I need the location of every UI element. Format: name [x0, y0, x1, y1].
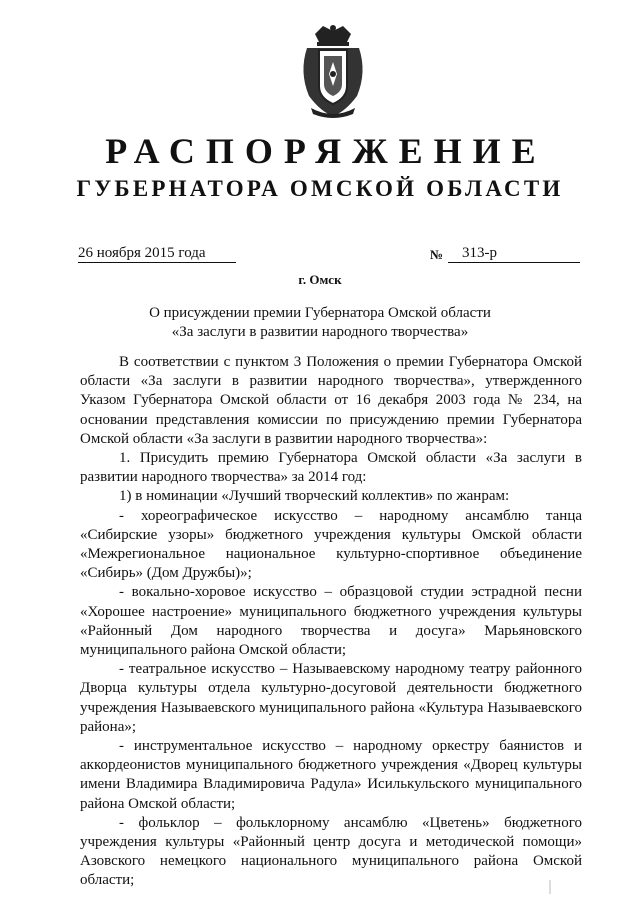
- paragraph-choreography: - хореографическое искусство – народному ансамблю танца «Сибирские узоры» бюджетного учреждения культуры Омской области «Межрегиональное национальное культурно-спортивное объединение «Сибирь» (Дом Дружбы)»;: [80, 507, 582, 582]
- paragraph-folklore: - фольклор – фольклорному ансамблю «Цветень» бюджетного учреждения культуры «Районный центр досуга и методической помощи» Азовского немецкого национального муниципального района Омской области;: [80, 814, 582, 889]
- document-title: РАСПОРЯЖЕНИЕ: [105, 131, 547, 171]
- document-number: 313-р: [448, 245, 580, 263]
- paragraph-theatre: - театральное искусство – Называевскому народному театру районного Дворца культуры отдела культурно-досуговой деятельности бюджетного учреждения Называевского муниципального района «Культура Называевского района»;: [80, 661, 582, 735]
- subject-line-1: О присуждении премии Губернатора Омской области: [149, 305, 491, 321]
- document-subtitle: ГУБЕРНАТОРА ОМСКОЙ ОБЛАСТИ: [76, 176, 564, 201]
- document-date: 26 ноября 2015 года: [78, 245, 236, 263]
- omsk-coat-of-arms-icon: [293, 22, 373, 120]
- document-body: [80, 353, 582, 891]
- document-subject: [0, 304, 640, 342]
- paragraph-item-1: 1. Присудить премию Губернатора Омской области «За заслуги в развитии народного творчества» за 2014 год:: [80, 450, 582, 486]
- document-city: г. Омск: [298, 272, 342, 287]
- subject-line-2: «За заслуги в развитии народного творчества»: [171, 324, 469, 340]
- paragraph-vocal: - вокально-хоровое искусство – образцовой студии эстрадной песни «Хорошее настроение» муниципального бюджетного учреждения культуры «Районный Дом народного творчества и досуга» Марьяновского муниципального района Омской области;: [80, 584, 582, 659]
- paragraph-preamble: В соответствии с пунктом 3 Положения о премии Губернатора Омской области «За заслуги в развитии народного творчества», утвержденного Указом Губернатора Омской области от 16 декабря 2003 года № 234, на основании представления комиссии по присуждению премии Губернатора Омской области «За заслуги в развитии народного творчества»:: [80, 354, 582, 447]
- scan-artifact: [549, 880, 551, 894]
- paragraph-instrumental: - инструментальное искусство – народному оркестру баянистов и аккордеонистов муниципального бюджетного учреждения «Дворец культуры имени Владимира Владимировича Радула» Исилькульского муниципального района Омской области;: [80, 738, 582, 812]
- number-label: №: [430, 247, 444, 262]
- paragraph-nomination: 1) в номинации «Лучший творческий коллектив» по жанрам:: [119, 488, 510, 505]
